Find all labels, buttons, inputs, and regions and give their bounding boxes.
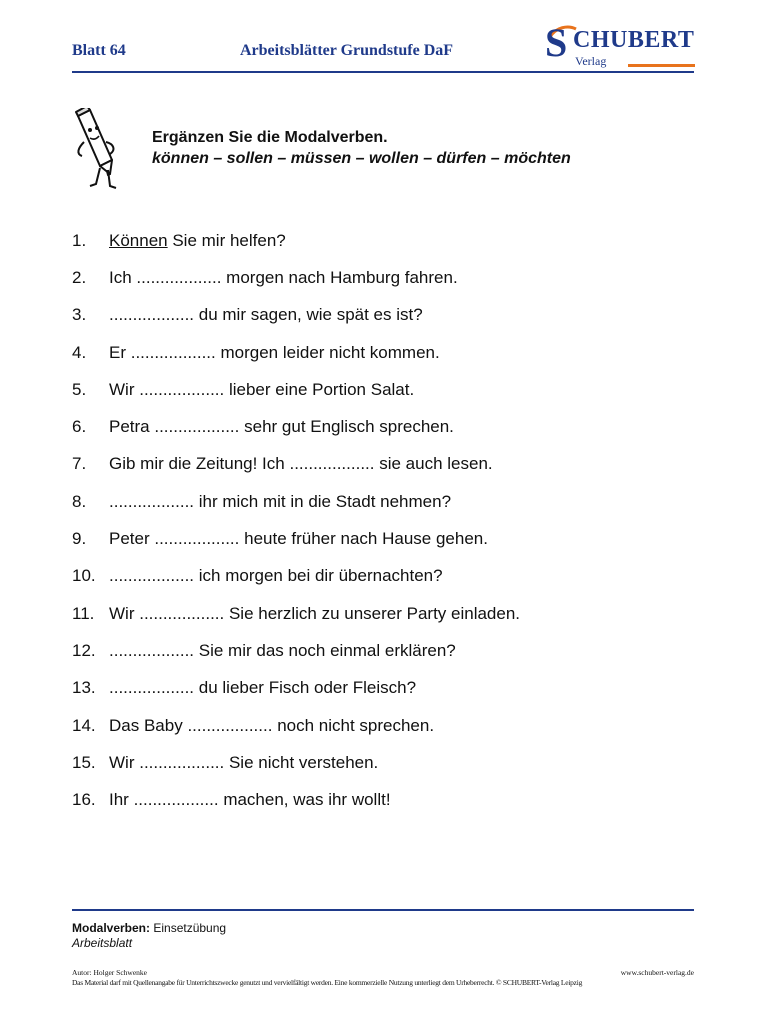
exercise-item — [72, 222, 692, 259]
exercise-number: 15. — [72, 752, 96, 772]
exercise-sentence — [109, 566, 443, 586]
sentence-end: sehr gut Englisch sprechen. — [239, 417, 454, 437]
exercise-sentence — [109, 268, 458, 288]
exercise-item — [72, 558, 692, 595]
exercise-sentence — [109, 790, 391, 810]
exercise-item — [72, 595, 692, 632]
sentence-end: Sie mir helfen? — [167, 230, 286, 250]
exercise-sentence — [109, 753, 378, 773]
pencil-mascot-icon — [70, 108, 128, 192]
exercise-sentence — [109, 343, 440, 363]
footer-topic-value: Einsetzübung — [150, 921, 227, 935]
answer-blank[interactable]: .................. — [109, 640, 195, 660]
exercise-sentence — [109, 305, 423, 325]
header-rule — [72, 71, 694, 73]
exercise-number: 2. — [72, 267, 87, 287]
answer-blank[interactable]: .................. — [154, 529, 240, 549]
exercise-number: 5. — [72, 379, 87, 399]
answer-blank[interactable]: .................. — [154, 417, 240, 437]
exercise-number: 8. — [72, 491, 87, 511]
exercise-item — [72, 781, 692, 818]
footer-type: Arbeitsblatt — [72, 936, 133, 950]
sentence-end: morgen leider nicht kommen. — [215, 342, 440, 362]
answer-blank[interactable]: .................. — [139, 603, 225, 623]
answer-blank[interactable]: .................. — [109, 678, 195, 698]
publisher-logo — [545, 20, 695, 69]
exercise-number: 7. — [72, 454, 87, 474]
logo-wordmark: CHUBERT — [573, 27, 695, 53]
sentence-start: Peter — [109, 529, 155, 549]
answer-blank[interactable]: .................. — [289, 454, 375, 474]
answer-blank[interactable]: .................. — [133, 790, 219, 810]
sentence-end: morgen nach Hamburg fahren. — [221, 267, 458, 287]
exercise-item — [72, 371, 692, 408]
exercise-item — [72, 446, 692, 483]
exercise-item — [72, 744, 692, 781]
sentence-end: machen, was ihr wollt! — [218, 790, 391, 810]
answer-blank[interactable]: .................. — [136, 267, 222, 287]
footer-topic — [72, 921, 226, 935]
sentence-end: du lieber Fisch oder Fleisch? — [194, 678, 417, 698]
exercise-number: 4. — [72, 342, 87, 362]
footer-topic-label: Modalverben: — [72, 921, 151, 935]
sentence-end: Sie mir das noch einmal erklären? — [194, 640, 456, 660]
exercise-number: 11. — [72, 603, 95, 623]
footer-url: www.schubert-verlag.de — [620, 968, 694, 977]
exercise-item — [72, 483, 692, 520]
sentence-start: Wir — [109, 379, 140, 399]
exercise-number: 12. — [72, 640, 96, 660]
exercise-number: 16. — [72, 790, 96, 810]
exercise-sentence — [109, 231, 286, 251]
exercise-item — [72, 670, 692, 707]
exercise-sentence — [109, 529, 488, 549]
exercise-item — [72, 632, 692, 669]
exercise-number: 9. — [72, 529, 87, 549]
sentence-start: Petra — [109, 417, 155, 437]
sentence-start: Er — [109, 342, 131, 362]
sentence-end: du mir sagen, wie spät es ist? — [194, 305, 423, 325]
page-header — [0, 0, 768, 80]
exercise-number: 14. — [72, 715, 96, 735]
exercise-number: 13. — [72, 678, 96, 698]
logo-verlag: Verlag — [575, 54, 607, 68]
sentence-start: Gib mir die Zeitung! Ich — [109, 454, 290, 474]
exercise-sentence — [109, 604, 520, 624]
sentence-end: heute früher nach Hause gehen. — [239, 529, 488, 549]
exercise-number: 3. — [72, 305, 87, 325]
sentence-end: ihr mich mit in die Stadt nehmen? — [194, 491, 452, 511]
answer-blank[interactable]: .................. — [187, 715, 273, 735]
exercise-sentence — [109, 417, 454, 437]
instruction-title: Ergänzen Sie die Modalverben. — [152, 129, 388, 146]
exercise-sentence — [109, 641, 456, 661]
exercise-number: 10. — [72, 566, 96, 586]
exercise-sentence — [109, 380, 414, 400]
answer-blank[interactable]: .................. — [130, 342, 216, 362]
footer-author: Autor: Holger Schwenke — [72, 968, 147, 977]
exercise-item — [72, 297, 692, 334]
exercise-item — [72, 259, 692, 296]
exercise-item — [72, 408, 692, 445]
sentence-start: Wir — [109, 603, 140, 623]
sentence-start: Ihr — [109, 790, 134, 810]
sentence-end: lieber eine Portion Salat. — [224, 379, 415, 399]
sentence-end: noch nicht sprechen. — [272, 715, 435, 735]
footer-copyright: Das Material darf mit Quellenangabe für Unterrichtszwecke genutzt und vervielfältigt werden. Eine kommerzielle Nutzung unterliegt dem Urheberrecht. © SCHUBERT-Verlag Leipzig — [72, 978, 583, 987]
exercise-sentence — [109, 454, 493, 474]
sheet-number: Blatt 64 — [72, 42, 126, 59]
sentence-end: Sie nicht verstehen. — [224, 752, 379, 772]
sentence-end: sie auch lesen. — [374, 454, 493, 474]
sentence-end: ich morgen bei dir übernachten? — [194, 566, 443, 586]
sentence-start: Ich — [109, 267, 137, 287]
answer-blank[interactable]: .................. — [109, 305, 195, 325]
sentence-start: Das Baby — [109, 715, 188, 735]
exercise-sentence — [109, 492, 451, 512]
answer-blank[interactable]: .................. — [139, 379, 225, 399]
sentence-start: Wir — [109, 752, 140, 772]
footer-rule — [72, 909, 694, 911]
answer-blank[interactable]: .................. — [109, 491, 195, 511]
sentence-end: Sie herzlich zu unserer Party einladen. — [224, 603, 521, 623]
answer-blank[interactable]: .................. — [139, 752, 225, 772]
exercise-sentence — [109, 716, 434, 736]
series-title: Arbeitsblätter Grundstufe DaF — [240, 42, 454, 59]
logo-initial: S — [545, 20, 568, 65]
exercise-item — [72, 520, 692, 557]
exercise-list — [72, 222, 692, 819]
exercise-sentence — [109, 678, 416, 698]
exercise-number: 6. — [72, 417, 87, 437]
exercise-item — [72, 707, 692, 744]
logo-orange-bar — [628, 64, 695, 67]
exercise-item — [72, 334, 692, 371]
exercise-number: 1. — [72, 230, 87, 250]
example-answer: Können — [109, 230, 168, 250]
answer-blank[interactable]: .................. — [109, 566, 195, 586]
word-bank: können – sollen – müssen – wollen – dürfen – möchten — [152, 150, 571, 167]
instruction-block — [152, 128, 571, 170]
